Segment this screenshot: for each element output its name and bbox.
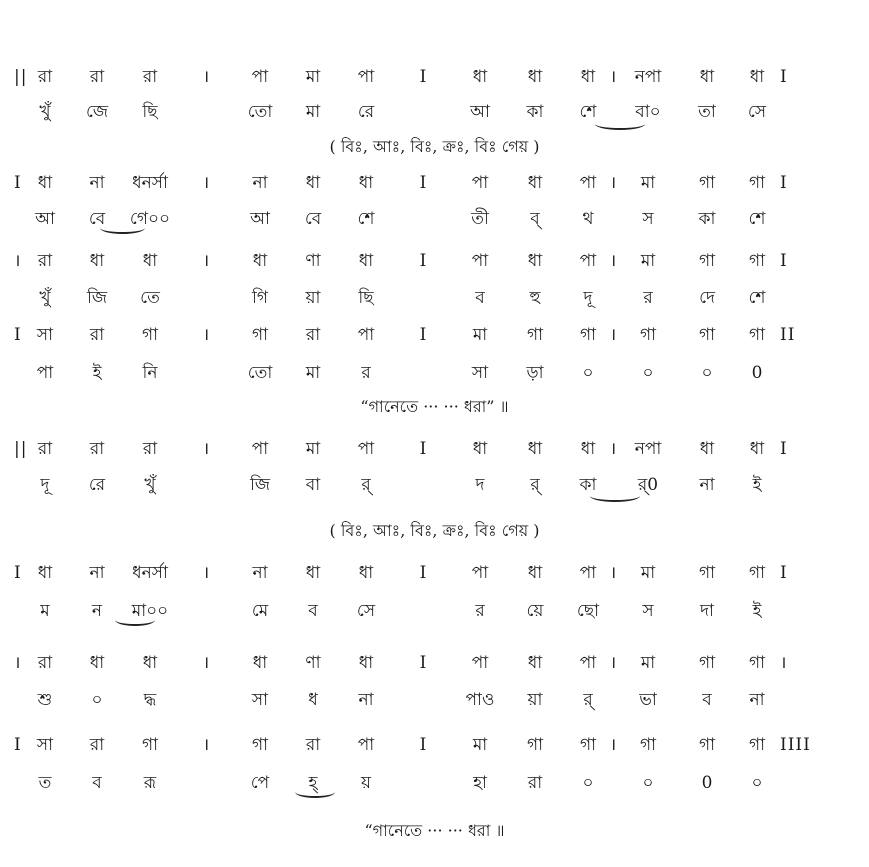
bar-line: । [609,439,617,459]
swara-note: গা [748,325,766,345]
swara-note: পা [357,735,375,755]
line-end-mark: I [780,67,788,87]
lyric-syllable: পাও [465,690,495,710]
slur-mark [100,222,145,234]
lyric-syllable: ০ [642,773,654,793]
swara-note: রা [37,653,53,673]
lyric-syllable: মা [305,363,321,383]
lyric-syllable: ০ [91,690,103,710]
lyric-syllable: ত [38,773,52,793]
line-start-mark: । [14,251,22,271]
swara-note: পা [579,173,597,193]
lyric-syllable: নি [142,363,158,383]
swara-note: পা [357,325,375,345]
swara-note: ধনর্সা [132,563,168,583]
swara-note: ধা [580,67,596,87]
lyric-syllable: য়া [527,690,543,710]
swara-note: গা [698,735,716,755]
lyric-syllable: দূ [583,288,593,308]
bar-line: । [609,735,617,755]
lyric-syllable: র [643,288,653,308]
swara-note: ধা [580,439,596,459]
swara-note: গা [579,325,597,345]
slur-mark [590,490,640,502]
swara-note: পা [579,653,597,673]
bar-line: । [202,67,210,87]
lyric-line [0,97,869,127]
lyric-syllable: হ্ [308,773,318,793]
swara-note: মা [472,735,488,755]
swara-note: মা [640,653,656,673]
ornament-instruction: ( বিঃ, আঃ, বিঃ, ক্রঃ, বিঃ গেয় ) [329,521,540,540]
swara-note: গা [251,325,269,345]
swara-note: না [252,563,268,583]
swara-note: ধা [527,173,543,193]
lyric-syllable: বা০ [635,102,661,122]
line-end-mark: I [780,563,788,583]
lyric-syllable: বে [304,209,322,229]
swara-note: গা [698,325,716,345]
bar-line: । [202,653,210,673]
lyric-syllable: জি [249,475,271,495]
swara-note: পা [471,251,489,271]
line-end-mark: I [780,173,788,193]
lyric-line [0,470,869,500]
lyric-syllable: তে [140,288,160,308]
swara-note: সা [36,735,54,755]
bar-line: I [419,735,427,755]
swara-note: গা [579,735,597,755]
swara-note: রা [142,67,158,87]
line-start-mark: || [14,439,28,459]
swara-note: গা [698,653,716,673]
swara-note: রা [37,439,53,459]
bar-line: । [202,439,210,459]
swara-note: মা [472,325,488,345]
line-end-mark: I [780,439,788,459]
lyric-syllable: কা [698,209,716,229]
swara-note: রা [89,439,105,459]
lyric-syllable: জি [86,288,108,308]
lyric-syllable: ০ [751,773,763,793]
lyric-syllable: সে [356,601,376,621]
bar-line: । [202,251,210,271]
lyric-syllable: খুঁ [39,288,51,308]
notation-line [0,648,869,678]
lyric-syllable: রে [88,475,106,495]
lyric-syllable: গে০০ [129,209,171,229]
swara-note: গা [698,173,716,193]
swara-note: গা [251,735,269,755]
lyric-syllable: তী [471,209,489,229]
swara-note: গা [141,325,159,345]
lyric-syllable: য় [360,773,372,793]
swara-note: রা [89,67,105,87]
swara-note: ধা [358,563,374,583]
line-start-mark: || [14,67,28,87]
bar-line: । [202,563,210,583]
swara-note: ধা [89,653,105,673]
swara-note: ধা [527,653,543,673]
swara-note: ণা [305,251,321,271]
lyric-syllable: বে [88,209,106,229]
bar-line: । [609,563,617,583]
lyric-syllable: শে [748,209,766,229]
swara-note: না [252,173,268,193]
swara-note: গা [141,735,159,755]
swara-note: গা [698,563,716,583]
swara-note: ধা [358,251,374,271]
lyric-syllable: পা [36,363,54,383]
lyric-syllable: ০ [582,363,594,383]
lyric-line [0,768,869,798]
swara-note: পা [251,439,269,459]
bar-line: I [419,563,427,583]
lyric-syllable: জে [85,102,109,122]
swara-note: ধা [527,439,543,459]
bar-line: I [419,173,427,193]
lyric-syllable: 0 [751,363,763,383]
swara-note: পা [579,251,597,271]
lyric-syllable: ড়া [526,363,544,383]
swara-note: গা [698,251,716,271]
bar-line: I [419,439,427,459]
notation-line [0,320,869,350]
swara-note: ধা [749,439,765,459]
lyric-syllable: র [361,363,371,383]
swara-note: পা [471,653,489,673]
lyric-syllable: খুঁ [39,102,51,122]
swara-note: ধা [37,563,53,583]
lyric-syllable: র্ [361,475,371,495]
swara-note: গা [748,173,766,193]
swara-note: পা [579,563,597,583]
swara-note: রা [37,67,53,87]
notation-line [0,168,869,198]
swara-note: না [89,173,105,193]
swara-note: মা [640,173,656,193]
line-start-mark: I [14,563,22,583]
line-start-mark: I [14,173,22,193]
bar-line: I [419,325,427,345]
line-end-mark: IIII [780,735,811,755]
swara-note: ধা [527,251,543,271]
swara-note: রা [89,735,105,755]
lyric-syllable: স [642,209,654,229]
lyric-syllable: হু [529,288,541,308]
swara-note: নপা [634,67,662,87]
bar-line: । [202,325,210,345]
lyric-syllable: র্0 [637,475,659,495]
lyric-syllable: না [749,690,765,710]
lyric-syllable: কা [526,102,544,122]
lyric-syllable: তো [247,102,273,122]
ornament-instruction: ( বিঃ, আঃ, বিঃ, ক্রঃ, বিঃ গেয় ) [329,137,540,156]
notation-line [0,434,869,464]
swara-note: ধা [527,563,543,583]
lyric-syllable: ০ [582,773,594,793]
lyric-syllable: ই [92,363,102,383]
bar-line: I [419,653,427,673]
lyric-syllable: ন [91,601,103,621]
bar-line: । [202,735,210,755]
swara-note: মা [640,251,656,271]
bar-line: । [609,653,617,673]
lyric-line [0,283,869,313]
swara-note: ধনর্সা [132,173,168,193]
lyric-syllable: রা [527,773,543,793]
bar-line: I [419,251,427,271]
lyric-syllable: ছো [576,601,600,621]
lyric-syllable: য়া [305,288,321,308]
swara-note: ধা [252,251,268,271]
lyric-syllable: শে [579,102,597,122]
lyric-syllable: আ [35,209,55,229]
swara-note: পা [251,67,269,87]
lyric-syllable: মা [305,102,321,122]
swara-note: ধা [749,67,765,87]
lyric-syllable: সে [747,102,767,122]
swara-note: ধা [142,251,158,271]
line-end-mark: । [780,653,788,673]
swara-note: গা [748,563,766,583]
lyric-syllable: য়ে [526,601,544,621]
swara-note: ধা [358,653,374,673]
swara-note: ধা [142,653,158,673]
notation-line [0,246,869,276]
lyric-syllable: শে [357,209,375,229]
bar-line: I [419,67,427,87]
swara-note: ধা [89,251,105,271]
swara-note: নপা [634,439,662,459]
lyric-syllable: ভা [639,690,657,710]
lyric-syllable: ই [752,475,762,495]
line-end-mark: II [780,325,796,345]
swara-note: মা [305,67,321,87]
lyric-syllable: রূ [143,773,157,793]
bar-line: । [202,173,210,193]
swara-note: ধা [699,439,715,459]
swara-note: গা [748,653,766,673]
slur-mark [115,614,155,626]
swara-note: গা [526,325,544,345]
lyric-syllable: ধ [308,690,318,710]
swara-note: ধা [305,563,321,583]
lyric-syllable: ০ [701,363,713,383]
lyric-syllable: ০ [642,363,654,383]
swara-note: পা [471,173,489,193]
lyric-syllable: ব [92,773,102,793]
swara-note: রা [89,325,105,345]
swara-note: পা [357,439,375,459]
line-start-mark: I [14,325,22,345]
lyric-syllable: 0 [701,773,713,793]
swara-note: গা [748,251,766,271]
lyric-syllable: না [358,690,374,710]
bar-line: । [609,173,617,193]
lyric-line [0,358,869,388]
lyric-line [0,685,869,715]
lyric-syllable: আ [470,102,490,122]
swara-note: ধা [358,173,374,193]
lyric-syllable: র্ [583,690,593,710]
lyric-syllable: পে [250,773,270,793]
lyric-syllable: দা [700,601,714,621]
lyric-syllable: শু [37,690,53,710]
lyric-syllable: সা [251,690,269,710]
lyric-syllable: দ [475,475,485,495]
swara-note: গা [639,735,657,755]
lyric-syllable: সা [471,363,489,383]
slur-mark [295,786,335,798]
lyric-syllable: হা [473,773,487,793]
lyric-syllable: ই [752,601,762,621]
swara-note: মা [640,563,656,583]
lyric-syllable: না [699,475,715,495]
notation-line [0,558,869,588]
swara-note: ধা [252,653,268,673]
refrain-marker: “গানেতে ··· ··· ধরা ॥ [364,821,505,840]
swara-note: রা [142,439,158,459]
lyric-syllable: গি [251,288,269,308]
lyric-syllable: দূ [40,475,50,495]
lyric-syllable: র্ [530,475,540,495]
bar-line: । [609,325,617,345]
swara-note: গা [526,735,544,755]
lyric-syllable: ব [702,690,712,710]
swara-note: ধা [699,67,715,87]
lyric-syllable: আ [250,209,270,229]
lyric-syllable: তা [698,102,716,122]
swara-note: ধা [305,173,321,193]
lyric-syllable: থ [582,209,594,229]
swara-note: ধা [527,67,543,87]
bar-line: । [609,67,617,87]
swara-note: ধা [37,173,53,193]
line-start-mark: । [14,653,22,673]
lyric-syllable: স [642,601,654,621]
lyric-syllable: ছি [142,102,158,122]
swara-note: রা [305,735,321,755]
lyric-syllable: বা [305,475,321,495]
lyric-syllable: শে [748,288,766,308]
bar-line: । [609,251,617,271]
swara-note: রা [305,325,321,345]
swara-note: পা [357,67,375,87]
swara-note: ণা [305,653,321,673]
lyric-syllable: ব [308,601,318,621]
swara-note: সা [36,325,54,345]
lyric-syllable: খুঁ [144,475,156,495]
slur-mark [595,118,645,130]
line-end-mark: I [780,251,788,271]
lyric-syllable: ব্ [530,209,540,229]
lyric-syllable: কা [579,475,597,495]
swara-note: মা [305,439,321,459]
lyric-syllable: দ্ধ [143,690,157,710]
lyric-syllable: দে [699,288,715,308]
lyric-syllable: র [475,601,485,621]
lyric-syllable: তো [247,363,273,383]
lyric-syllable: রে [357,102,375,122]
lyric-syllable: ব [475,288,485,308]
swara-note: ধা [472,67,488,87]
swara-note: গা [639,325,657,345]
lyric-syllable: মে [251,601,269,621]
swara-note: গা [748,735,766,755]
notation-line [0,730,869,760]
swara-note: ধা [472,439,488,459]
lyric-syllable: মা০০ [131,601,169,621]
swara-note: না [89,563,105,583]
line-start-mark: I [14,735,22,755]
notation-line [0,62,869,92]
swara-note: পা [471,563,489,583]
lyric-syllable: ছি [358,288,374,308]
refrain-marker: “গানেতে ··· ··· ধরা” ॥ [360,397,509,416]
lyric-syllable: ম [40,601,50,621]
swara-note: রা [37,251,53,271]
